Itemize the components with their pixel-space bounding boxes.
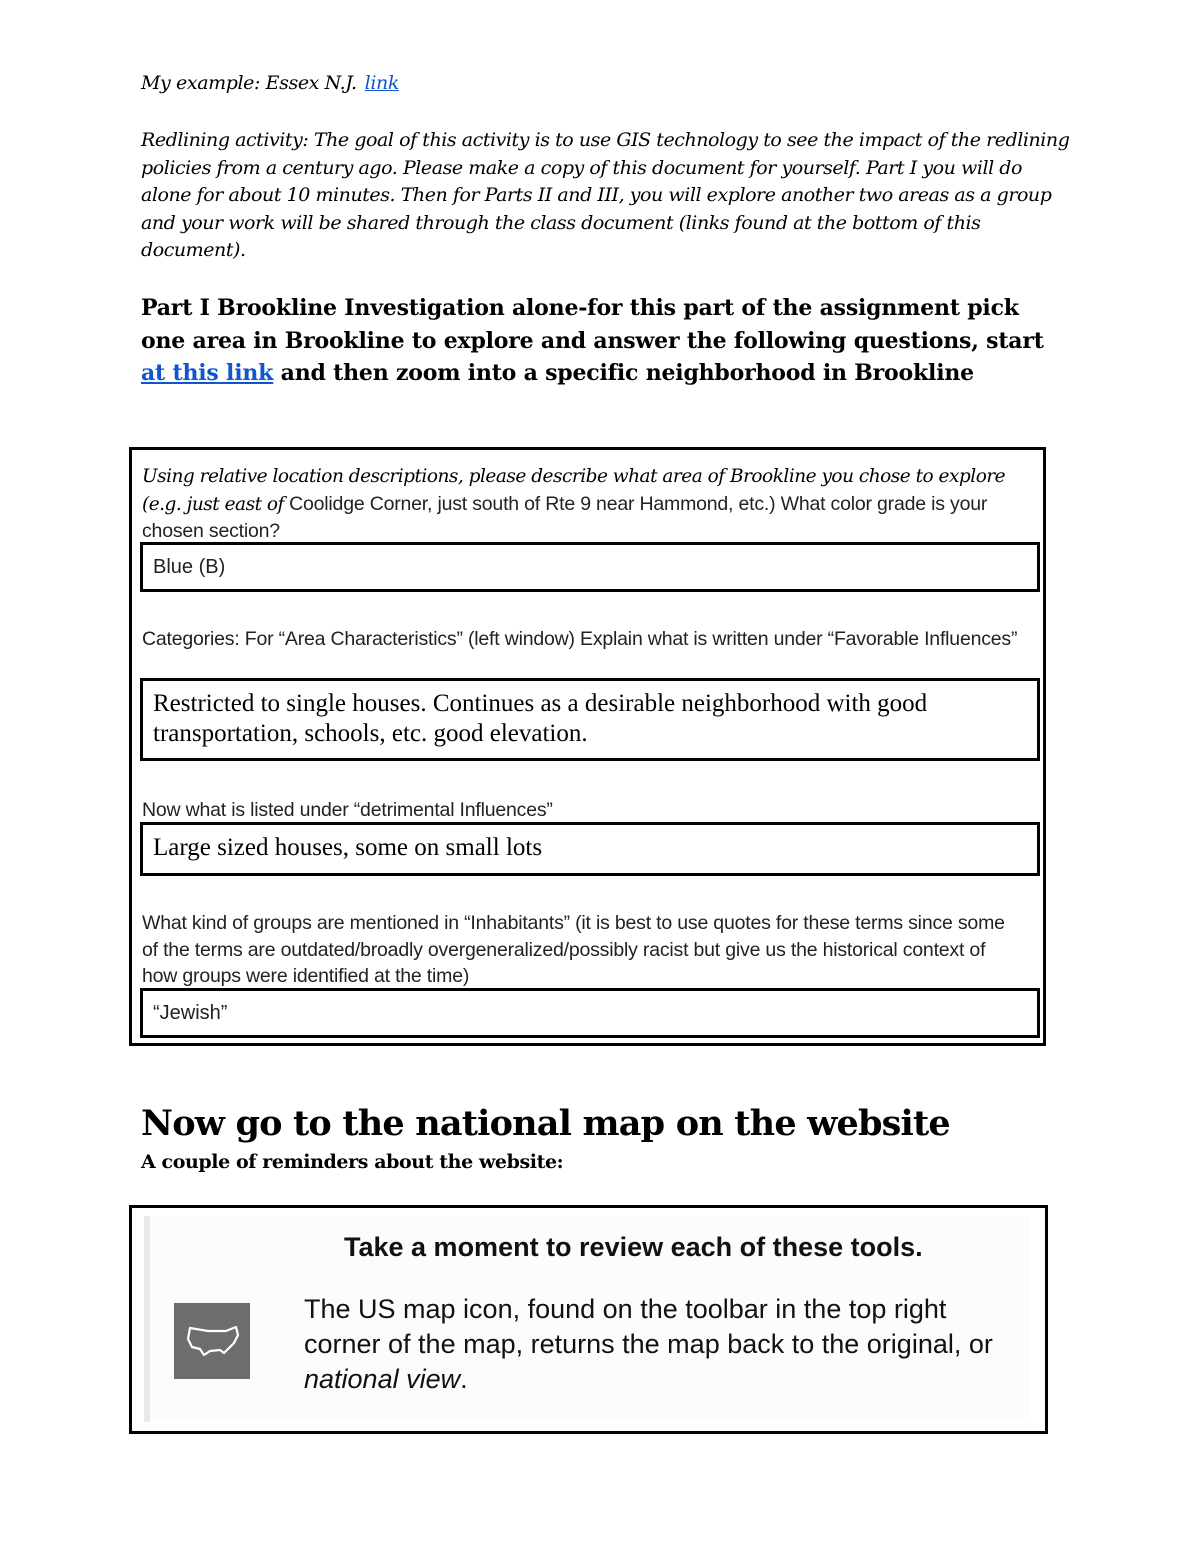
question-1-italic: Using relative location descriptions, please describe what area of Brookline you chose to explore (e.g. just east of <box>142 466 1006 515</box>
part1-heading <box>141 292 1061 390</box>
example-line <box>141 72 399 94</box>
part1-heading-text-end: and then zoom into a specific neighborhood in Brookline <box>273 360 974 386</box>
answer-3-field[interactable]: Large sized houses, some on small lots <box>140 822 1040 876</box>
tool-desc-italic: national view <box>304 1364 461 1394</box>
tool-review-title: Take a moment to review each of these tools. <box>344 1232 923 1262</box>
tool-reminder-box <box>129 1205 1048 1434</box>
part1-heading-text: Part I Brookline Investigation alone-for this part of the assignment pick one area in Brookline to explore and answer the following questions, start <box>141 295 1044 354</box>
question-4: What kind of groups are mentioned in “Inhabitants” (it is best to use quotes for these terms since some of the terms are outdated/broadly overgeneralized/possibly racist but give us the historical context of how groups were identified at the time) <box>142 912 1005 987</box>
question-3: Now what is listed under “detrimental Influences” <box>142 799 553 821</box>
reminders-subheading: A couple of reminders about the website: <box>141 1151 564 1173</box>
question-2: Categories: For “Area Characteristics” (left window) Explain what is written under “Favorable Influences” <box>142 628 1018 650</box>
us-map-icon-description <box>304 1292 1024 1397</box>
example-link[interactable]: link <box>364 72 399 94</box>
answer-4-field[interactable]: “Jewish” <box>140 988 1040 1038</box>
national-map-heading: Now go to the national map on the website <box>141 1103 950 1144</box>
part1-link[interactable]: at this link <box>141 360 274 386</box>
intro-paragraph: Redlining activity: The goal of this activity is to use GIS technology to see the impact of the redlining policies from a century ago. Please make a copy of this document for yourself. Part I you will do alone for about 10 minutes. Then for Parts II and III, you will explore another two areas as a group and your work will be shared through the class document (links found at the bottom of this document). <box>141 129 1070 261</box>
question-1 <box>142 463 1022 545</box>
tool-reminder-image <box>144 1216 1030 1422</box>
tool-desc-end: . <box>460 1364 468 1394</box>
question-table <box>129 447 1046 1046</box>
tool-desc-text: The US map icon, found on the toolbar in the top right corner of the map, returns the map back to the original, or <box>304 1294 993 1359</box>
question-1-plain: Coolidge Corner, just south of Rte 9 near Hammond, etc.) What color grade is your chosen section? <box>142 492 988 542</box>
example-text: My example: Essex N.J. <box>141 72 357 94</box>
answer-1-field[interactable]: Blue (B) <box>140 542 1040 592</box>
answer-2-field[interactable]: Restricted to single houses. Continues as a desirable neighborhood with good transportation, schools, etc. good elevation. <box>140 678 1040 761</box>
us-map-icon <box>174 1303 250 1379</box>
